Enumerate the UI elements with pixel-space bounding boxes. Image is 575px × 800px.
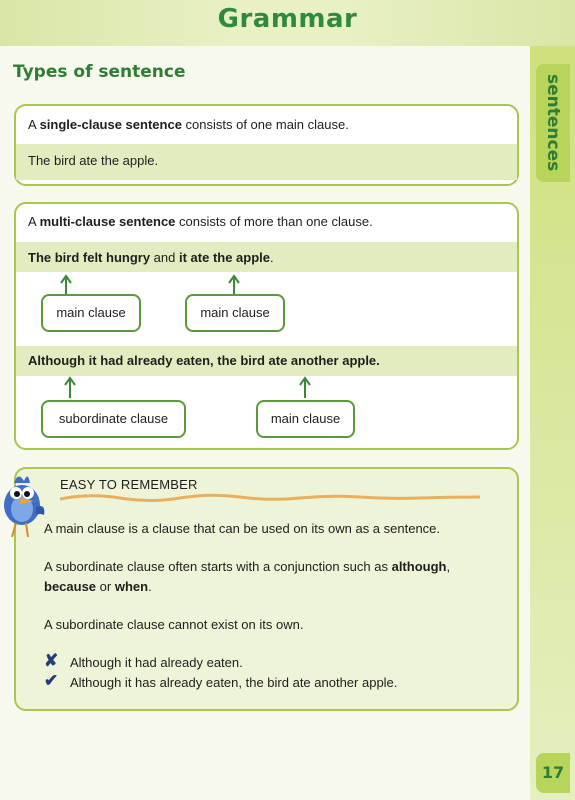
bird-mascot-icon bbox=[0, 465, 48, 547]
easy-to-remember-heading: EASY TO REMEMBER bbox=[60, 477, 198, 492]
easy-point-1: A main clause is a clause that can be used on its own as a sentence. bbox=[44, 521, 441, 536]
multi-clause-box bbox=[14, 202, 519, 450]
multi-clause-example-1: The bird felt hungry and it ate the apple. bbox=[28, 250, 274, 265]
single-clause-definition: A single-clause sentence consists of one main clause. bbox=[28, 117, 349, 132]
easy-point-2-line-1: A subordinate clause often starts with a conjunction such as although, bbox=[44, 559, 451, 574]
arrow-up-icon bbox=[227, 274, 241, 296]
single-clause-box bbox=[14, 104, 519, 186]
page-title: Grammar bbox=[217, 4, 358, 34]
easy-to-remember-box bbox=[14, 467, 519, 711]
multi-clause-example-2: Although it had already eaten, the bird ate another apple. bbox=[28, 353, 380, 368]
arrow-up-icon bbox=[298, 376, 312, 398]
section-title: Types of sentence bbox=[13, 62, 186, 82]
subordinate-clause-label: subordinate clause bbox=[41, 400, 186, 438]
main-clause-label: main clause bbox=[41, 294, 141, 332]
arrow-up-icon bbox=[59, 274, 73, 296]
easy-point-3: A subordinate clause cannot exist on its own. bbox=[44, 617, 304, 632]
cross-icon: ✘ bbox=[44, 651, 59, 670]
main-clause-label: main clause bbox=[256, 400, 355, 438]
easy-point-2-line-2: because or when. bbox=[44, 579, 152, 594]
arrow-up-icon bbox=[63, 376, 77, 398]
main-clause-label: main clause bbox=[185, 294, 285, 332]
tick-icon: ✔ bbox=[44, 671, 59, 690]
side-tab-label: sentences bbox=[543, 74, 563, 172]
multi-clause-definition: A multi-clause sentence consists of more than one clause. bbox=[28, 214, 373, 229]
page-number: 17 bbox=[536, 753, 570, 793]
right-example: Although it has already eaten, the bird ate another apple. bbox=[70, 675, 398, 690]
wrong-example: Although it had already eaten. bbox=[70, 655, 243, 670]
single-clause-example: The bird ate the apple. bbox=[28, 153, 159, 168]
squiggle-line bbox=[60, 491, 500, 505]
